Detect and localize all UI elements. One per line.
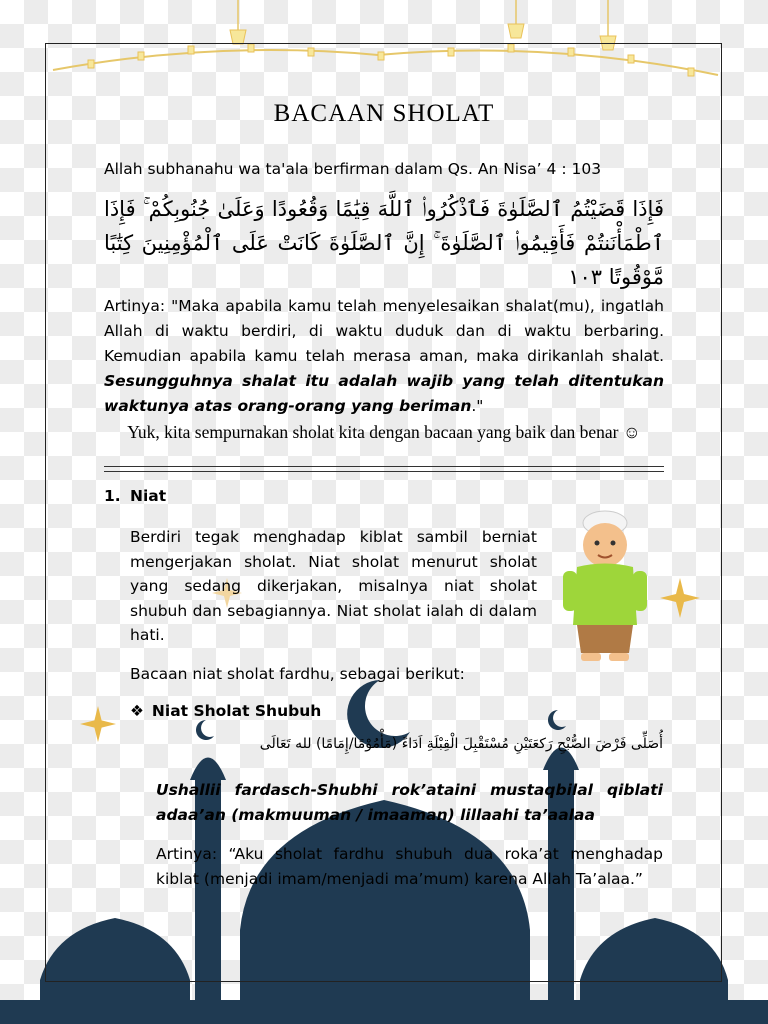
sub-heading	[130, 702, 321, 720]
translation-prefix: Artinya: "Maka apabila kamu telah menyelesaikan shalat(mu), ingatlah Allah di waktu berdiri, di waktu duduk dan di waktu berbaring. Kemudian apabila kamu telah merasa aman, maka dirikanlah shalat.	[104, 297, 664, 365]
section-body: Berdiri tegak menghadap kiblat sambil berniat mengerjakan sholat. Niat sholat menurut sholat yang sedang dikerjakan, misalnya niat sholat shubuh dan sebagiannya. Niat sholat ialah di dalam hati.	[130, 528, 537, 644]
section-intro: Bacaan niat sholat fardhu, sebagai berikut:	[130, 665, 465, 683]
bullet-icon: ❖	[130, 702, 144, 720]
sub-heading-label: Niat Sholat Shubuh	[151, 702, 322, 720]
niat-arabic-text: أُصَلِّى فَرْضَ الصُّبْحِ رَكعَتَيْنِ مُسْتَقْبِلَ الْقِبْلَةِ اَدَاءً (مَأْمُوْمًا/إِمَامًا) لله تَعَالَى	[259, 736, 663, 752]
page-title: BACAAN SHOLAT	[273, 100, 495, 127]
niat-latin-text: Ushallii fardasch-Shubhi rok’ataini mustaqbilal qiblati adaa’an (makmuuman / imaaman) lillaahi ta’aalaa	[156, 781, 663, 824]
section-title: Niat	[130, 487, 167, 505]
translation-emphasis: Sesungguhnya shalat itu adalah wajib yang telah ditentukan waktunya atas orang-orang yang beriman	[104, 372, 664, 415]
section-heading	[104, 487, 166, 505]
intro-text: Allah subhanahu wa ta'ala berfirman dalam Qs. An Nisa’ 4 : 103	[104, 160, 602, 178]
section-divider	[104, 466, 664, 472]
verse-translation	[104, 294, 664, 419]
callout-text: Yuk, kita sempurnakan sholat kita dengan bacaan yang baik dan benar ☺	[127, 422, 641, 442]
quran-verse-arabic: فَإِذَا قَضَيْتُمُ ٱلصَّلَوٰةَ فَٱذْكُرُوا۟ ٱللَّهَ قِيَٰمًا وَقُعُودًا وَعَلَىٰ جُنُوبِكُمْ ۚ فَإِذَا ٱطْمَأْنَنتُمْ فَأَقِيمُوا۟ ٱلصَّلَوٰةَ ۚ إِنَّ ٱلصَّلَوٰةَ كَانَتْ عَلَى ٱلْمُؤْمِنِينَ كِتَٰبًا مَّوْقُوتًا ١٠٣	[104, 197, 664, 289]
translation-suffix: ."	[471, 397, 484, 415]
section-number: 1.	[104, 487, 121, 505]
niat-meaning-text: Artinya: “Aku sholat fardhu shubuh dua roka’at menghadap kiblat (menjadi imam/menjadi ma’mum) karena Allah Ta’alaa.”	[156, 845, 663, 888]
